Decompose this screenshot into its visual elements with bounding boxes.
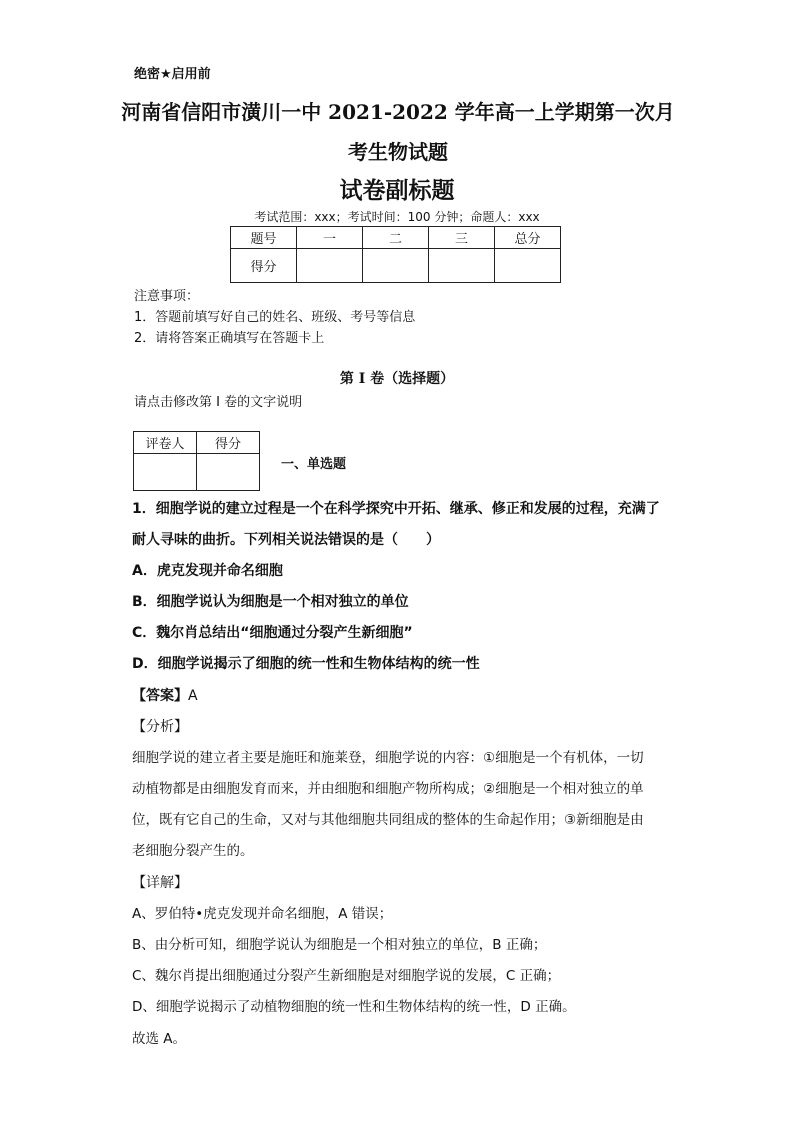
- score-header-cell: 题号: [231, 227, 297, 249]
- analysis-line: 动植物都是由细胞发育而来，并由细胞和细胞产物所构成；②细胞是一个相对独立的单: [132, 781, 644, 797]
- detail-line: A、罗伯特•虎克发现并命名细胞，A 错误；: [132, 906, 393, 922]
- detail-line: D、细胞学说揭示了动植物细胞的统一性和生物体结构的统一性，D 正确。: [132, 999, 576, 1015]
- question-option-a: A．虎克发现并命名细胞: [132, 563, 283, 579]
- grader-score-row: [134, 454, 260, 491]
- score-header-cell: 三: [429, 227, 495, 249]
- grader-header-cell: 评卷人: [134, 432, 197, 454]
- grader-table: [133, 431, 260, 491]
- score-cell[interactable]: [429, 249, 495, 283]
- exam-info: 考试范围：xxx；考试时间：100 分钟；命题人：xxx: [254, 210, 540, 224]
- page-subtitle: 试卷副标题: [339, 178, 455, 204]
- notes-item: 2．请将答案正确填写在答题卡上: [134, 331, 325, 346]
- detail-line: B、由分析可知，细胞学说认为细胞是一个相对独立的单位，B 正确；: [132, 937, 547, 953]
- score-header-cell: 一: [297, 227, 363, 249]
- grader-header-cell: 得分: [197, 432, 260, 454]
- detail-conclusion: 故选 A。: [132, 1031, 187, 1047]
- score-header-cell: 二: [363, 227, 429, 249]
- question-stem-line: 1．细胞学说的建立过程是一个在科学探究中开拓、继承、修正和发展的过程，充满了: [132, 501, 660, 517]
- analysis-line: 老细胞分裂产生的。: [132, 843, 254, 859]
- answer-label: 【答案】: [132, 688, 188, 704]
- analysis-line: 位，既有它自己的生命，又对与其他细胞共同组成的整体的生命起作用；③新细胞是由: [132, 812, 644, 828]
- notes-heading: 注意事项：: [134, 289, 200, 304]
- volume-description[interactable]: 请点击修改第 I 卷的文字说明: [134, 395, 303, 410]
- secret-label: 绝密★启用前: [134, 67, 211, 82]
- question-stem-line: 耐人寻味的曲折。下列相关说法错误的是（ ）: [132, 532, 440, 548]
- score-table-header-row: [231, 227, 561, 249]
- score-row-label: 得分: [231, 249, 297, 283]
- score-table: [230, 226, 561, 283]
- score-cell[interactable]: [297, 249, 363, 283]
- grader-cell[interactable]: [197, 454, 260, 491]
- notes-item: 1．答题前填写好自己的姓名、班级、考号等信息: [134, 310, 416, 325]
- grader-cell[interactable]: [134, 454, 197, 491]
- question-option-d: D．细胞学说揭示了细胞的统一性和生物体结构的统一性: [132, 656, 480, 672]
- question-option-c: C．魏尔肖总结出“细胞通过分裂产生新细胞”: [132, 625, 413, 641]
- score-table-score-row: [231, 249, 561, 283]
- analysis-line: 细胞学说的建立者主要是施旺和施莱登，细胞学说的内容：①细胞是一个有机体，一切: [132, 750, 644, 766]
- answer-value: A: [188, 688, 198, 704]
- detail-line: C、魏尔肖提出细胞通过分裂产生新细胞是对细胞学说的发展，C 正确；: [132, 968, 561, 984]
- question-option-b: B．细胞学说认为细胞是一个相对独立的单位: [132, 594, 409, 610]
- section-title: 一、单选题: [281, 457, 347, 472]
- notes: [134, 286, 415, 349]
- analysis-label: 【分析】: [132, 719, 188, 735]
- grader-header-row: [134, 432, 260, 454]
- score-cell[interactable]: [363, 249, 429, 283]
- answer-line: [132, 681, 198, 712]
- volume-title: 第 I 卷（选择题）: [339, 371, 455, 387]
- score-cell[interactable]: [495, 249, 561, 283]
- detail-label: 【详解】: [132, 875, 188, 891]
- score-header-cell: 总分: [495, 227, 561, 249]
- page-title: 河南省信阳市潢川一中 2021-2022 学年高一上学期第一次月考生物试题: [121, 100, 675, 164]
